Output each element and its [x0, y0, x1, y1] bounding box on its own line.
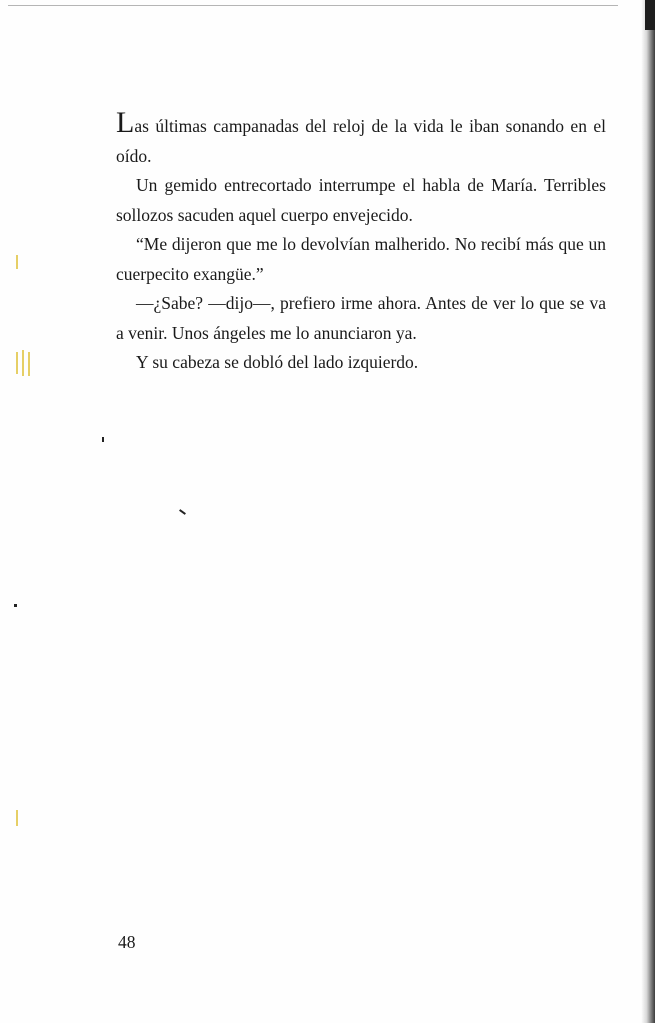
- paragraph: —¿Sabe? —dijo—, prefiero irme ahora. Antes de ver lo que se va a venir. Unos ángeles me lo anunciaron ya.: [116, 293, 606, 343]
- scan-speck: [14, 604, 17, 607]
- scan-left-mark: [16, 810, 18, 826]
- paragraph: “Me dijeron que me lo devolvían malherido. No recibí más que un cuerpecito exangüe.”: [116, 234, 606, 284]
- scan-left-mark: [16, 352, 18, 374]
- scan-left-mark: [28, 352, 30, 376]
- scan-right-edge-shadow: [645, 0, 655, 30]
- scan-left-mark: [16, 255, 18, 269]
- paragraph-text: as últimas campanadas del reloj de la vida le iban sonando en el oído.: [116, 116, 606, 166]
- body-text: [116, 106, 606, 378]
- paragraph: [116, 106, 606, 171]
- page-number: 48: [118, 932, 136, 952]
- scan-speck: [179, 509, 186, 515]
- paragraph: Y su cabeza se dobló del lado izquierdo.: [136, 352, 419, 372]
- scan-right-edge: [641, 0, 655, 1023]
- scan-speck: [102, 437, 104, 442]
- drop-cap: L: [116, 106, 135, 139]
- paragraph: Un gemido entrecortado interrumpe el habla de María. Terribles sollozos sacuden aquel cuerpo envejecido.: [116, 175, 606, 225]
- scan-top-edge: [8, 5, 618, 6]
- scan-left-mark: [22, 350, 24, 376]
